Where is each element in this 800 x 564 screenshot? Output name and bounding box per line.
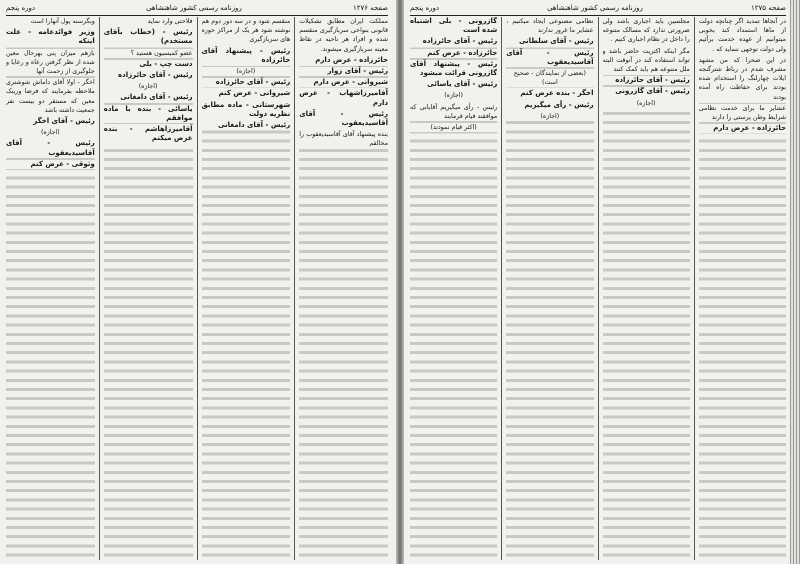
page-gutter [396, 0, 404, 564]
paragraph: در آنجاها تمدید اگر چنانچه دولت از ماها استمداد کند بخوبی میتوانیم از عهده خدمت برآئیم ولی دولت توجهی ننماید که . [698, 18, 786, 53]
paragraph: رئیس - آقای آقاسیدیعقوب [506, 48, 594, 66]
page-number: صفحه ۱۲۷۵ [750, 4, 786, 12]
paragraph: نظامی مصنوعی ایجاد میکنیم ، عشایر ما غرور ندارند [506, 18, 594, 35]
column-divider [197, 17, 198, 560]
paragraph: وثوقی - عرض کنم [6, 160, 95, 169]
paragraph: (بعضی از نمایندگان - صحیح است) [506, 69, 593, 87]
text-columns [6, 17, 388, 560]
paragraph: رئیس - پیشنهاد آقای گازرونی قرائت میشود [410, 59, 498, 78]
paragraph: رئیس - آقای آقاسیدیعقوب [6, 139, 95, 157]
paragraph: رئیس - آقای حائرزاده [202, 78, 291, 87]
text-column [506, 17, 593, 560]
paragraph: (اجازه) [104, 82, 193, 91]
paragraph: مملکت ایران مطابق تشکیلات قانونی بنواحی سربازگیری منقسم شده و افراد هر ناحیه در نقاط معینه سربازگیری میشوند. [299, 18, 388, 53]
paragraph: فلاحتی وارد نماید [104, 17, 193, 26]
paragraph: اخگر - بنده عرض کنم [506, 89, 593, 98]
paragraph: مگر اینکه اکثریت حاضر باشد و تواند استفاده کند در آنوقت البته ملل متنوعه هم باید کمک کنند [602, 47, 690, 74]
paragraph: رئیس - آقای دامغانی [104, 93, 193, 102]
page-number: صفحه ۱۲۷۶ [352, 4, 388, 12]
paragraph: بنده پیشنهاد آقای آقاسیدیعقوب را مخالفم [299, 131, 388, 148]
paragraph: رئیس - آقای آقاسیدیعقوب [299, 109, 388, 128]
paragraph: یاسائی - بنده با ماده موافقم [103, 104, 193, 122]
paragraph: رئیس - آقای یاسائی [410, 80, 497, 89]
newspaper-title: روزنامه رسمی کشور شاهنشاهی [547, 4, 643, 12]
paragraph: حائرزاده - عرض دارم [299, 56, 388, 65]
paragraph: شیروانی - عرض کنم [202, 89, 291, 98]
paragraph: حائرزاده - عرض کنم [410, 49, 497, 58]
section-label: دوره پنجم [6, 4, 36, 12]
paragraph: عشایر ما برای خدمت نظامی شرایط وطن پرستی را دارند [698, 104, 786, 122]
text-column [6, 17, 95, 560]
paragraph: رئیس - آقای گازرونی [603, 87, 690, 96]
paragraph: مجلسین باید اجباری باشد ولی ضرورتی ندارد که مسالک متنوعه را داخل در نظام اجباری کنیم . [602, 18, 690, 44]
paragraph: شیروانی - عرض دارم [299, 78, 388, 87]
column-divider [99, 17, 100, 560]
paragraph: (اجازه) [202, 67, 291, 76]
paragraph: رئیس - آقای اخگر [6, 117, 95, 126]
paragraph: رئیس - آقای حائرزاده [104, 71, 193, 80]
section-label: دوره پنجم [410, 4, 440, 12]
paragraph: آقامیرزاشهاب - عرض دارم [299, 89, 388, 107]
paragraph: دست چپ - بلی [104, 60, 193, 69]
text-column [104, 17, 193, 560]
paragraph: در این صحرا که من مشهد مشرف شدم در رباط شترگنجه ایلات چهارلنگ را استخدام شده بودند برای حفاظت راه آمده بودند [698, 56, 786, 101]
paragraph: (اجازه) [506, 112, 593, 121]
paragraph: رئیس - آقای دامغانی [202, 121, 291, 130]
paragraph: رئیس - رأی میگیریم آقایانی که موافقند قیام فرمایند [410, 103, 498, 120]
paragraph: وزیر فوائدعامه - علت اینکه [6, 28, 95, 46]
paragraph: رئیس - پیشنهاد آقای حائرزاده [201, 46, 291, 64]
right-page [404, 0, 800, 564]
paragraph: گازرونی - بلی اشتباه شده است [410, 17, 498, 35]
paragraph: (اجازه) [6, 128, 95, 137]
text-columns [410, 17, 786, 560]
text-column [202, 17, 291, 560]
paragraph: اخگر - اولا آقای داماش شوشتری ملاحظه بفرمایند که فرضا ورینک معین که مستقر دو بیست نفر جمعیت داشته باشد [6, 79, 95, 114]
paragraph: رئیس - رأی میگیریم [506, 101, 593, 110]
paragraph: منقسم شود و در سه دور دوم هم نوشته شود هر یک از مراکز حوزه های سربازگیری [201, 18, 291, 44]
paragraph: عضو کمیسیون هستید ؟ [104, 49, 193, 58]
paragraph: رئیس - آقای حائرزاده [603, 76, 690, 85]
text-column [299, 17, 388, 560]
paragraph: رئیس - آقای سلطانی [506, 37, 593, 46]
paragraph: بازهم میزان پنی بهرحال معین شده از نظر گرفتن رعاه و رعایا و جلوگیری از زحمت آنها [6, 49, 95, 76]
paragraph: (اکثر قیام نمودند) [410, 123, 497, 132]
paragraph: رئیس - آقای حائرزاده [410, 37, 497, 46]
newspaper-title: روزنامه رسمی کشور شاهنشاهی [146, 4, 242, 12]
page-header [410, 2, 786, 16]
paragraph: وبگرسنه پول آنهارا است [6, 17, 95, 26]
paragraph: شهرستانی - ماده مطابق نظریه دولت [201, 100, 291, 118]
column-divider [694, 17, 695, 560]
page-header [6, 2, 388, 16]
column-divider [598, 17, 599, 560]
paragraph: (اجازه) [410, 91, 497, 100]
paragraph: (اجازه) [603, 99, 690, 108]
text-column [410, 17, 497, 560]
paragraph: حائرزاده - عرض دارم [699, 124, 786, 133]
paragraph: رئیس - (خطاب بآقای مستخدم) [103, 28, 193, 46]
paragraph: آقامیرزاهاشم - بنده عرض میکنم [103, 125, 193, 143]
paragraph: رئیس - آقای زوار [299, 67, 388, 76]
text-column [699, 17, 786, 560]
column-divider [501, 17, 502, 560]
text-column [603, 17, 690, 560]
page-edge [790, 0, 800, 564]
column-divider [294, 17, 295, 560]
left-page [0, 0, 396, 564]
